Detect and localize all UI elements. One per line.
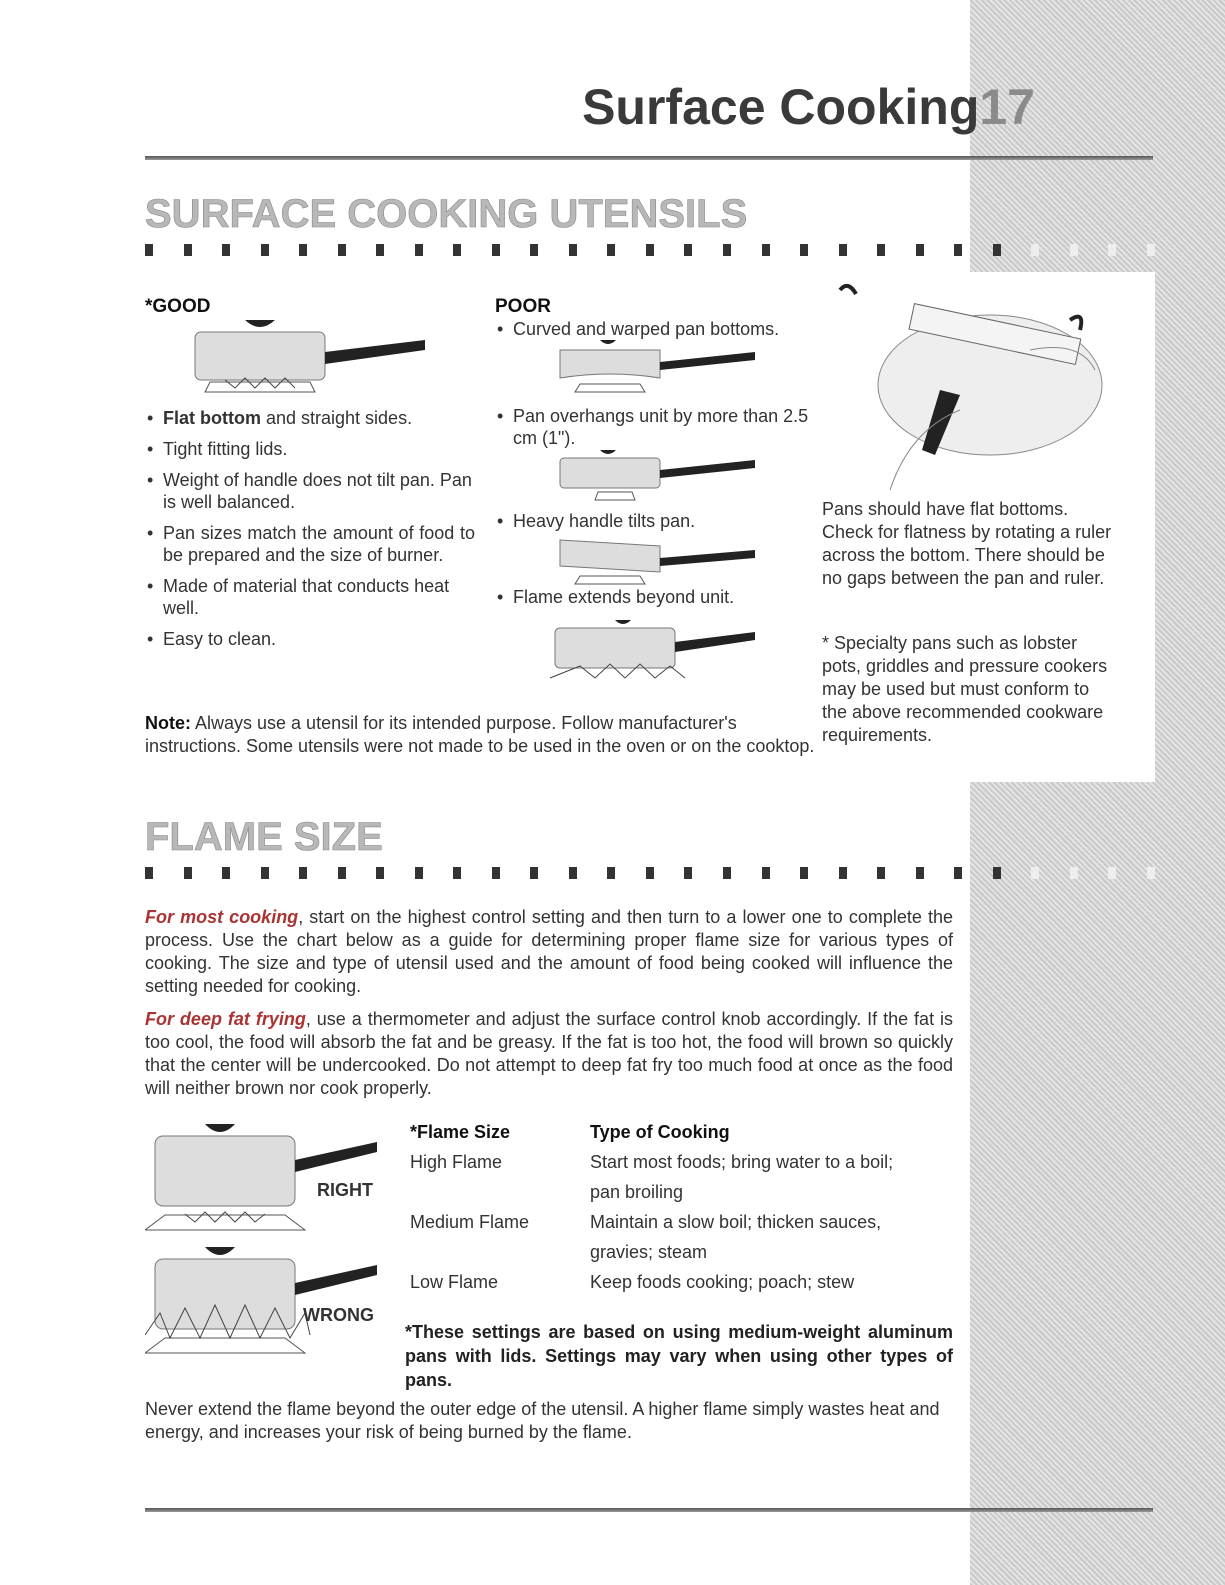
poor-item-3: • Heavy handle tilts pan. bbox=[495, 510, 825, 541]
header-rule bbox=[145, 156, 1153, 160]
good-heading: *GOOD bbox=[145, 296, 211, 317]
table-row: Medium Flame Maintain a slow boil; thicken sauces, bbox=[410, 1212, 882, 1232]
flame-paragraph-2: For deep fat frying, use a thermometer and adjust the surface control knob accordingly. If the fat is too cool, the food will absorb the fat and be greasy. If the fat is too hot, the food will brown so quickly that the center will be undercooked. Do not attempt to deep fat fry too much food at once as the food will neither brown nor cook properly. bbox=[145, 1009, 954, 1098]
good-item: • Weight of handle does not tilt pan. Pan is well balanced. bbox=[145, 469, 475, 513]
right-label: RIGHT bbox=[317, 1180, 373, 1200]
margin-stripe bbox=[970, 0, 1225, 1585]
table-row: High Flame Start most foods; bring water to a boil; bbox=[410, 1152, 894, 1172]
poor-item-2: • Pan overhangs unit by more than 2.5 cm (1"). bbox=[495, 405, 825, 458]
page-title: Surface Cooking bbox=[582, 79, 980, 135]
ruler-check-illustration bbox=[830, 280, 1110, 495]
good-item: • Made of material that conducts heat well. bbox=[145, 575, 475, 619]
paragraph-lead: For deep fat frying bbox=[145, 1009, 306, 1029]
dotted-divider-2 bbox=[145, 867, 1155, 879]
final-paragraph: Never extend the flame beyond the outer edge of the utensil. A higher flame simply wastes heat and energy, and increases your risk of being burned by the flame. bbox=[145, 1399, 940, 1442]
dotted-divider-1 bbox=[145, 244, 1155, 256]
poor-pan-tilt-illustration bbox=[550, 532, 770, 587]
table-row: pan broiling bbox=[590, 1182, 684, 1202]
table-header-size: *Flame Size bbox=[410, 1122, 511, 1142]
poor-pan-warped-illustration bbox=[550, 338, 770, 398]
section-title-utensils: SURFACE COOKING UTENSILS bbox=[145, 192, 748, 236]
good-pan-illustration bbox=[185, 312, 435, 402]
note-label: Note: bbox=[145, 713, 191, 733]
settings-note: *These settings are based on using medium-weight aluminum pans with lids. Settings may vary when using other types of pans. bbox=[405, 1322, 953, 1390]
good-item: • Flat bottom and straight sides. bbox=[145, 407, 475, 429]
good-list bbox=[145, 407, 475, 659]
flame-size-table bbox=[410, 1117, 950, 1297]
good-item: • Tight fitting lids. bbox=[145, 438, 475, 460]
ruler-caption: Pans should have flat bottoms. Check for flatness by rotating a ruler across the bottom. There should be no gaps between the pan and ruler. bbox=[822, 499, 1112, 588]
page-number: 17 bbox=[979, 79, 1035, 135]
specialty-pans-note: * Specialty pans such as lobster pots, griddles and pressure cookers may be used but must conform to the above recommended cookware requirements. bbox=[822, 633, 1108, 745]
paragraph-lead: For most cooking bbox=[145, 907, 299, 927]
wrong-label: WRONG bbox=[303, 1305, 374, 1325]
poor-item-4: • Flame extends beyond unit. bbox=[495, 586, 825, 617]
table-row: gravies; steam bbox=[590, 1242, 708, 1262]
poor-pan-flame-illustration bbox=[540, 618, 770, 688]
poor-pan-overhang-illustration bbox=[550, 450, 770, 505]
page-header bbox=[582, 78, 1035, 136]
poor-item-1: • Curved and warped pan bottoms. bbox=[495, 318, 825, 349]
table-header-row bbox=[410, 1117, 950, 1147]
utensils-note bbox=[145, 712, 815, 758]
poor-heading: POOR bbox=[495, 296, 551, 317]
table-header-type: Type of Cooking bbox=[590, 1122, 730, 1142]
flame-paragraph-1: For most cooking, start on the highest control setting and then turn to a lower one to complete the process. Use the chart below as a guide for determining proper flame size for various types of cooking. The size and type of utensil used and the amount of food being cooked will influence the setting needed for cooking. bbox=[145, 907, 953, 996]
good-item: • Pan sizes match the amount of food to be prepared and the size of burner. bbox=[145, 522, 475, 566]
section-title-flame: FLAME SIZE bbox=[145, 815, 383, 859]
footer-rule bbox=[145, 1508, 1153, 1512]
good-item: • Easy to clean. bbox=[145, 628, 475, 650]
note-text: Always use a utensil for its intended purpose. Follow manufacturer's instructions. Some utensils were not made to be used in the oven or on the cooktop. bbox=[145, 713, 815, 756]
table-row: Low Flame Keep foods cooking; poach; stew bbox=[410, 1272, 855, 1292]
wrong-flame-illustration bbox=[145, 1243, 385, 1363]
